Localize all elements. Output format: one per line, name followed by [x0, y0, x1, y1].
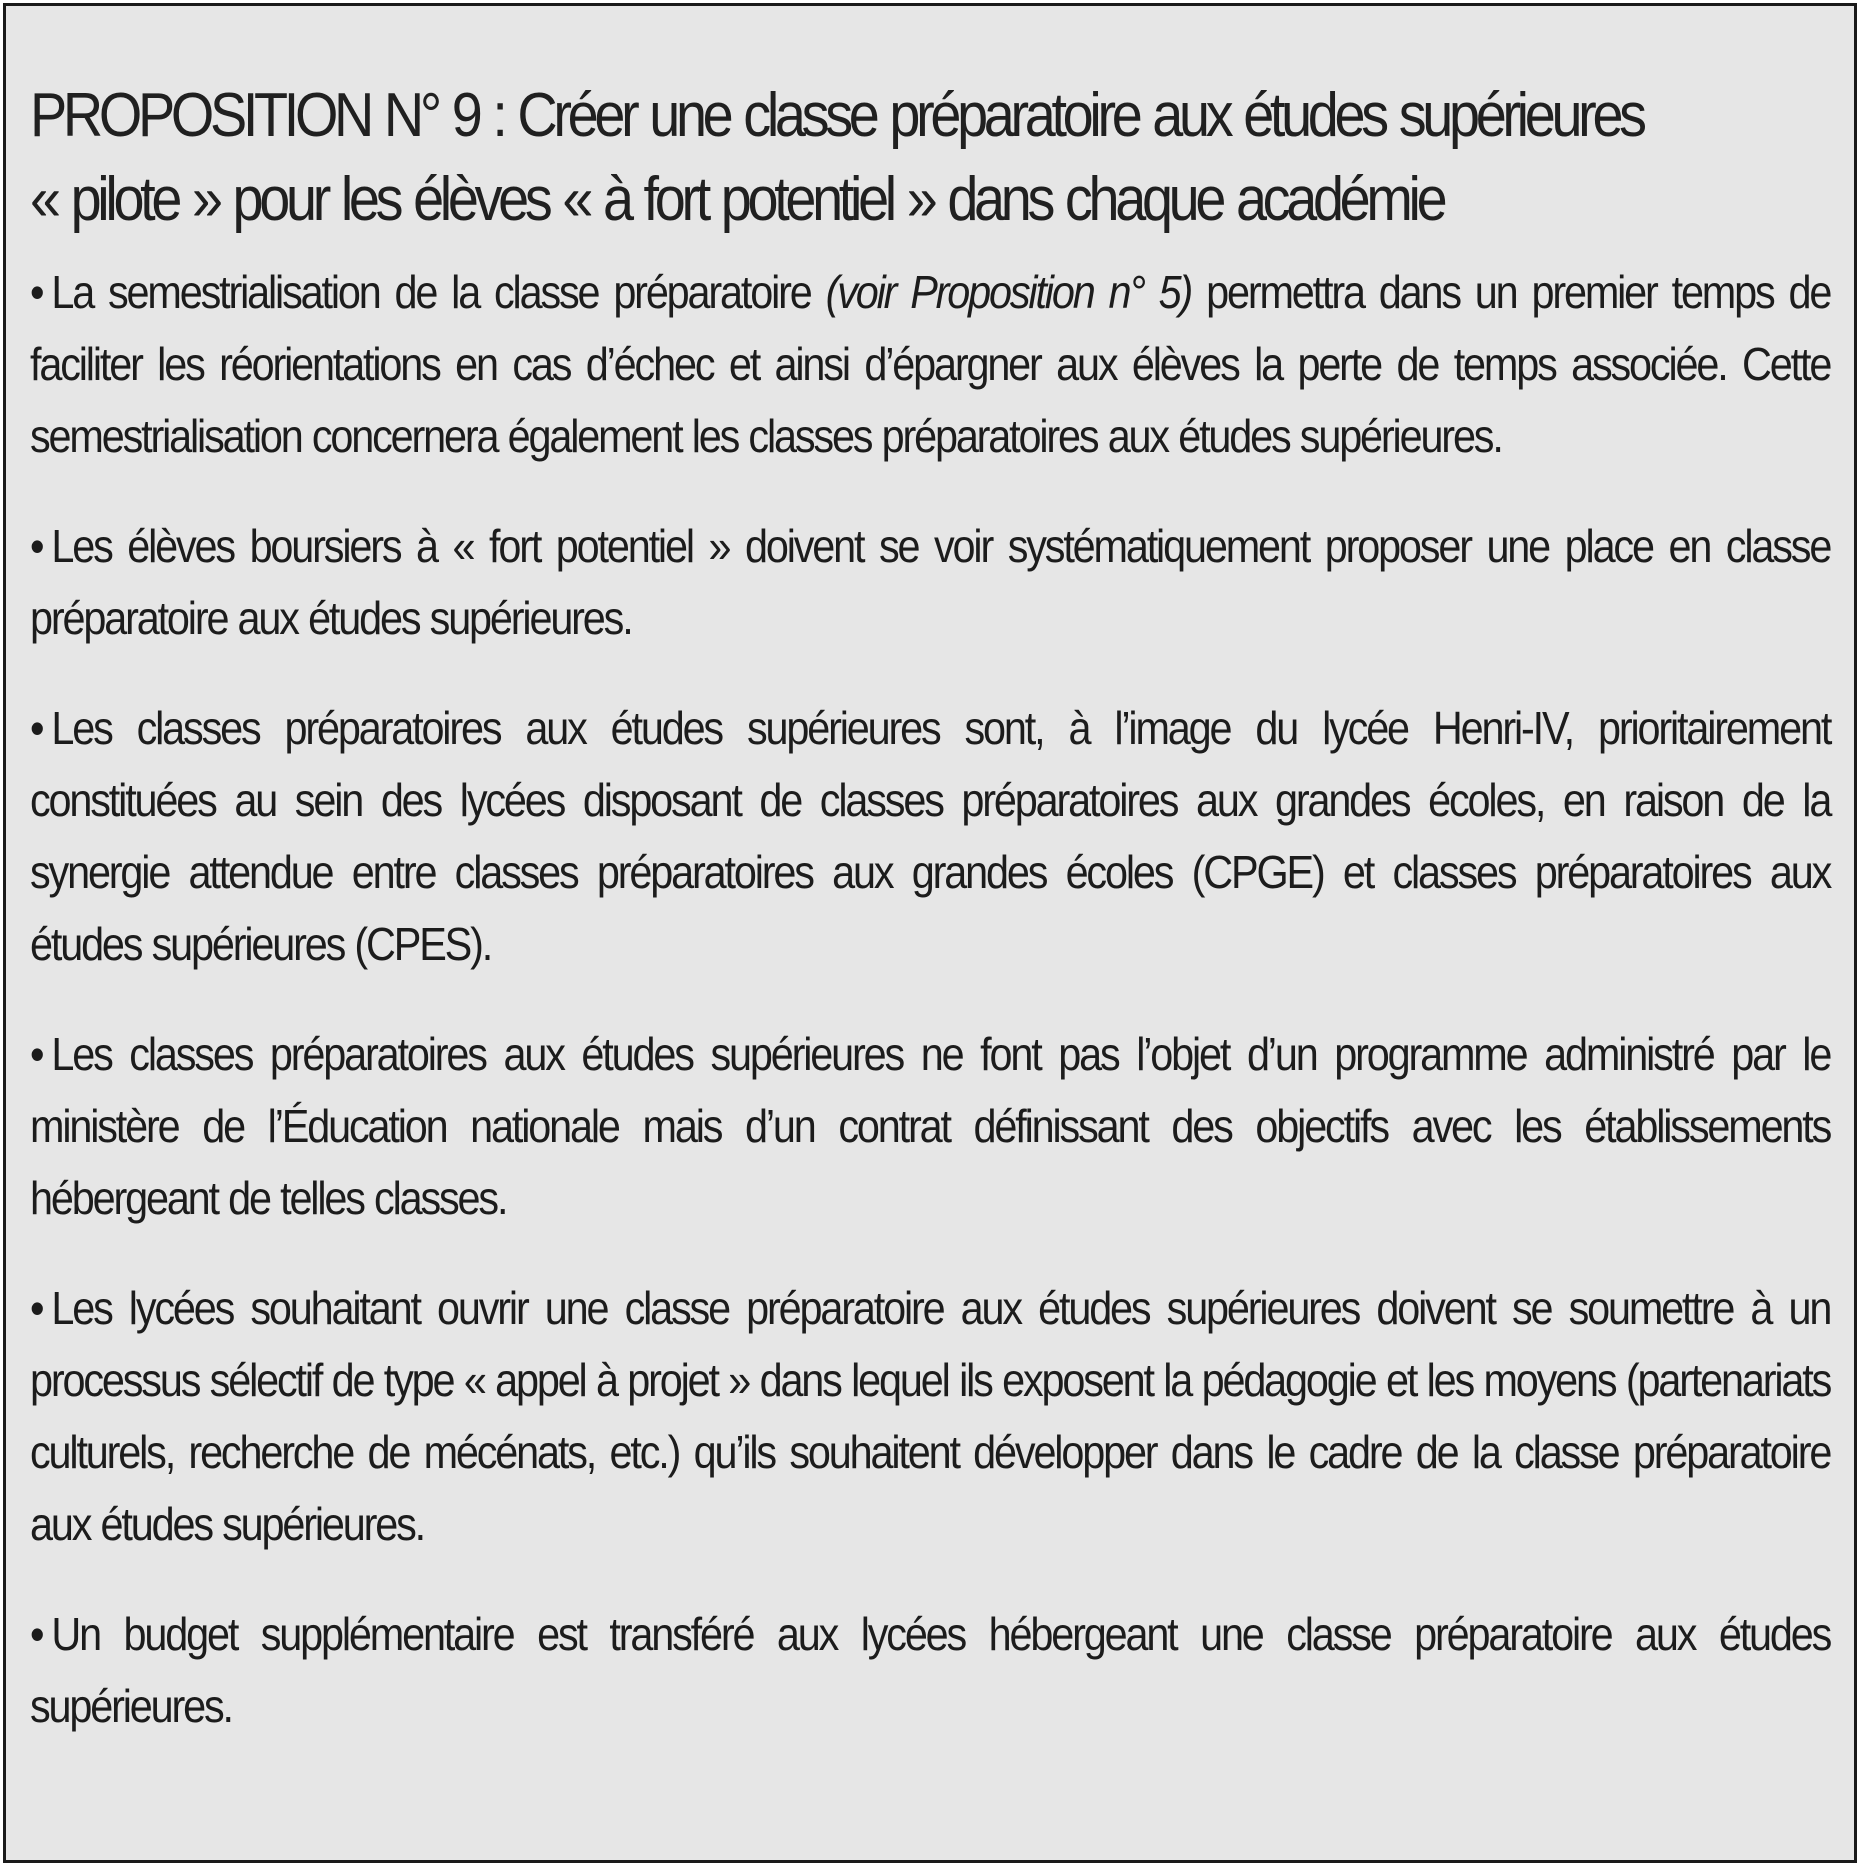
proposition-title [30, 74, 1830, 242]
bullet-paragraph-5 [30, 1272, 1830, 1560]
paragraph-text: permettra dans un premier temps de faciliter les réorientations en cas d’échec et ainsi d’épargner aux élèves la perte de temps associée. Cette semestrialisation concernera également les classes préparatoires aux études supérieures. [30, 266, 1831, 462]
bullet-paragraph-1 [30, 256, 1830, 472]
title-line-1: PROPOSITION N° 9 : Créer une classe préparatoire aux études supérieures [30, 81, 1643, 150]
bullet-icon: • [30, 702, 43, 754]
bullet-icon: • [30, 1028, 43, 1080]
bullet-paragraph-3 [30, 692, 1830, 980]
bullet-icon: • [30, 1282, 43, 1334]
bullet-paragraph-2 [30, 510, 1830, 654]
proposition-box [3, 3, 1857, 1863]
paragraph-text: Les classes préparatoires aux études supérieures sont, à l’image du lycée Henri-IV, prioritairement constituées au sein des lycées disposant de classes préparatoires aux grandes écoles, en raison de la synergie attendue entre classes préparatoires aux grandes écoles (CPGE) et classes préparatoires aux études supérieures (CPES). [30, 702, 1831, 970]
paragraph-text: Les élèves boursiers à « fort potentiel » doivent se voir systématiquement proposer une place en classe préparatoire aux études supérieures. [30, 520, 1831, 644]
paragraph-text: Les classes préparatoires aux études supérieures ne font pas l’objet d’un programme administré par le ministère de l’Éducation nationale mais d’un contrat définissant des objectifs avec les établissements hébergeant de telles classes. [30, 1028, 1831, 1224]
bullet-icon: • [30, 1608, 43, 1660]
bullet-paragraph-4 [30, 1018, 1830, 1234]
title-line-2: « pilote » pour les élèves « à fort potentiel » dans chaque académie [30, 165, 1444, 234]
bullet-icon: • [30, 266, 43, 318]
paragraph-text: La semestrialisation de la classe préparatoire [51, 266, 826, 318]
proposition-reference: (voir Proposition n° 5) [825, 266, 1192, 318]
bullet-icon: • [30, 520, 43, 572]
paragraph-text: Un budget supplémentaire est transféré aux lycées hébergeant une classe préparatoire aux études supérieures. [30, 1608, 1831, 1732]
bullet-paragraph-6 [30, 1598, 1830, 1742]
paragraph-text: Les lycées souhaitant ouvrir une classe préparatoire aux études supérieures doivent se soumettre à un processus sélectif de type « appel à projet » dans lequel ils exposent la pédagogie et les moyens (partenariats culturels, recherche de mécénats, etc.) qu’ils souhaitent développer dans le cadre de la classe préparatoire aux études supérieures. [30, 1282, 1831, 1550]
